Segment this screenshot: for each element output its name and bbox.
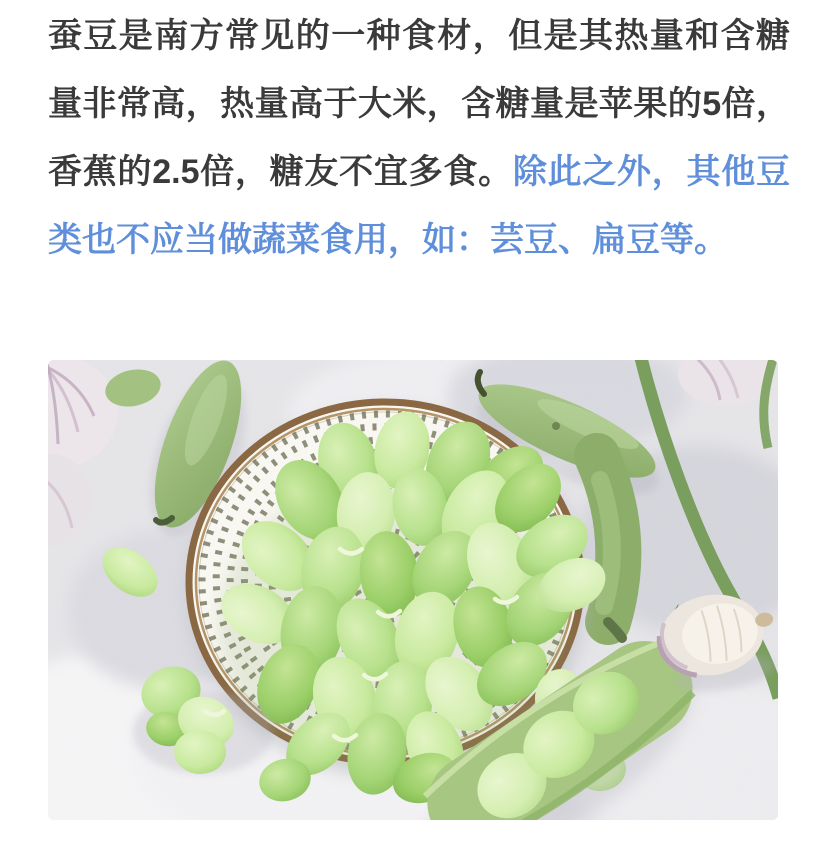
article-paragraph (48, 2, 790, 274)
fava-beans-illustration (48, 360, 778, 820)
article-text-black: 蚕豆是南方常见的一种食材，但是其热量和含糖量非常高，热量高于大米，含糖量是苹果的5倍，香蕉的2.5倍，糖友不宜多食。 (48, 17, 790, 191)
article-body (0, 0, 828, 274)
article-text-blue: 除此之外，其他豆类也不应当做蔬菜食用，如：芸豆、扁豆等。 (48, 153, 790, 259)
fava-beans-photo (48, 360, 778, 820)
